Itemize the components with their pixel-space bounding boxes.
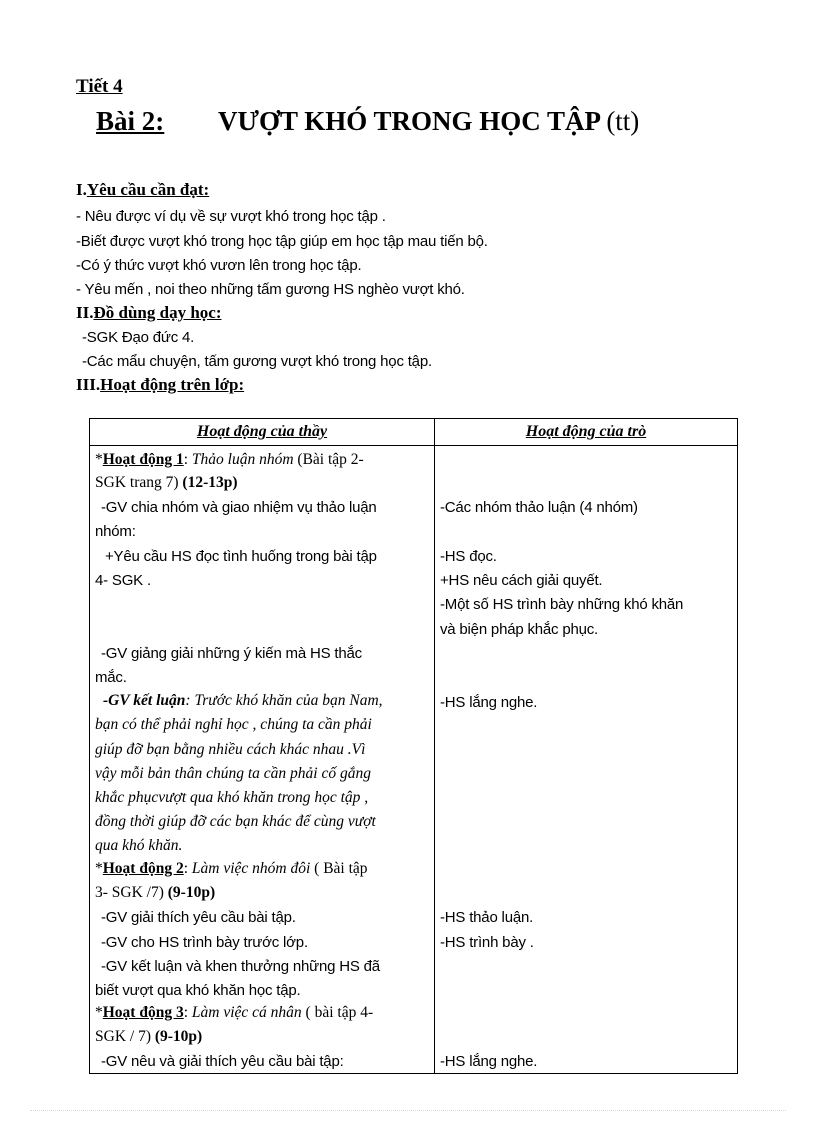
- teacher-step: -GV giải thích yêu cầu bài tập.: [101, 909, 296, 926]
- student-step: -HS lắng nghe.: [440, 694, 538, 711]
- student-step: -HS thảo luận.: [440, 909, 534, 926]
- student-step: -HS trình bày .: [440, 934, 534, 951]
- student-step: -HS đọc.: [440, 548, 497, 565]
- student-step: -Các nhóm thảo luận (4 nhóm): [440, 499, 638, 516]
- title-prefix: Bài 2:: [96, 106, 165, 136]
- activity-1-ref-cont: SGK trang 7): [95, 474, 179, 491]
- bullet-star: *: [95, 860, 103, 877]
- section-1-title: Yêu cầu cần đạt:: [86, 180, 210, 199]
- teacher-step: biết vượt qua khó khăn học tập.: [95, 982, 301, 999]
- colon: :: [183, 1004, 189, 1021]
- activity-1-name: Thảo luận nhóm: [191, 451, 294, 468]
- student-step: -HS lắng nghe.: [440, 1053, 538, 1070]
- student-step: -Một số HS trình bày những khó khăn: [440, 596, 684, 613]
- student-column-header: Hoạt động của trò: [435, 419, 738, 446]
- colon: :: [183, 451, 189, 468]
- activity-3-ref: ( bài tập 4-: [305, 1004, 374, 1021]
- activity-table: [89, 418, 738, 1074]
- student-step: +HS nêu cách giải quyết.: [440, 572, 603, 589]
- requirement-item: -Có ý thức vượt khó vươn lên trong học tập.: [76, 257, 362, 274]
- activity-2-name: Làm việc nhóm đôi: [191, 860, 311, 877]
- teacher-step: -GV chia nhóm và giao nhiệm vụ thảo luận: [101, 499, 377, 516]
- activity-1-ref: (Bài tập 2-: [297, 451, 364, 468]
- conclusion-line: khắc phụcvượt qua khó khăn trong học tập ,: [95, 789, 369, 806]
- teacher-activities-cell: [90, 446, 435, 1074]
- lesson-number: Tiết 4: [76, 76, 123, 97]
- section-2-prefix: II.: [76, 303, 94, 322]
- bullet-star: *: [95, 1004, 103, 1021]
- material-item: -Các mẩu chuyện, tấm gương vượt khó trong học tập.: [82, 353, 432, 370]
- requirement-item: -Biết được vượt khó trong học tập giúp em học tập mau tiến bộ.: [76, 233, 488, 250]
- activity-1-heading: [95, 451, 364, 469]
- section-3-prefix: III.: [76, 375, 101, 394]
- page-bottom-rule: [30, 1110, 786, 1111]
- activity-2-heading-cont: [95, 884, 215, 902]
- teacher-column-header: Hoạt động của thầy: [90, 419, 435, 446]
- teacher-step: nhóm:: [95, 523, 136, 540]
- section-3-title: Hoạt động trên lớp:: [100, 375, 245, 394]
- colon: :: [183, 860, 189, 877]
- student-step: và biện pháp khắc phục.: [440, 621, 599, 638]
- activity-2-label: Hoạt động 2: [102, 860, 184, 877]
- conclusion-label: -GV kết luận: [103, 692, 186, 709]
- activity-3-ref-cont: SGK / 7): [95, 1028, 151, 1045]
- table-row: [90, 446, 738, 1074]
- activity-2-heading: [95, 860, 368, 878]
- teacher-step: -GV kết luận và khen thưởng những HS đã: [101, 958, 380, 975]
- conclusion-text: : Trước khó khăn của bạn Nam,: [185, 692, 383, 709]
- requirement-item: - Nêu được ví dụ về sự vượt khó trong học tập .: [76, 208, 386, 225]
- requirement-item: - Yêu mến , noi theo những tấm gương HS nghèo vượt khó.: [76, 281, 465, 298]
- teacher-step: -GV cho HS trình bày trước lớp.: [101, 934, 308, 951]
- title-text: VƯỢT KHÓ TRONG HỌC TẬP: [218, 106, 600, 136]
- activity-2-time: (9-10p): [167, 884, 216, 901]
- teacher-step: -GV nêu và giải thích yêu cầu bài tập:: [101, 1053, 344, 1070]
- section-1-prefix: I.: [76, 180, 87, 199]
- student-activities-cell: [435, 446, 738, 1074]
- activity-3-heading: [95, 1004, 373, 1022]
- conclusion-line: bạn có thể phải nghỉ học , chúng ta cần phải: [95, 716, 372, 733]
- activity-3-heading-cont: [95, 1028, 202, 1046]
- teacher-step: -GV giảng giải những ý kiến mà HS thắc: [101, 645, 362, 662]
- activity-3-time: (9-10p): [154, 1028, 203, 1045]
- conclusion-line: đồng thời giúp đỡ các bạn khác để cùng vượt: [95, 813, 376, 830]
- lesson-title: [96, 106, 640, 137]
- activity-2-ref-cont: 3- SGK /7): [95, 884, 164, 901]
- teacher-step: 4- SGK .: [95, 572, 151, 589]
- activity-1-time: (12-13p): [182, 474, 238, 491]
- section-1-heading: [76, 180, 209, 200]
- teacher-step: mắc.: [95, 669, 127, 686]
- teacher-step: +Yêu cầu HS đọc tình huống trong bài tập: [105, 548, 377, 565]
- section-2-heading: [76, 303, 222, 323]
- activity-3-label: Hoạt động 3: [102, 1004, 184, 1021]
- title-text-wrap: [218, 106, 639, 137]
- activity-3-name: Làm việc cá nhân: [191, 1004, 302, 1021]
- activity-1-label: Hoạt động 1: [102, 451, 184, 468]
- table-header-row: [90, 419, 738, 446]
- activity-2-ref: ( Bài tập: [314, 860, 368, 877]
- material-item: -SGK Đạo đức 4.: [82, 329, 195, 346]
- conclusion-line: [103, 692, 383, 710]
- conclusion-line: giúp đỡ bạn bằng nhiều cách khác nhau .Vì: [95, 741, 366, 758]
- title-suffix: (tt): [606, 106, 640, 136]
- conclusion-line: vậy mỗi bản thân chúng ta cần phải cố gắng: [95, 765, 371, 782]
- conclusion-line: qua khó khăn.: [95, 837, 183, 854]
- section-3-heading: [76, 375, 244, 395]
- section-2-title: Đồ dùng dạy học:: [93, 303, 222, 322]
- bullet-star: *: [95, 451, 103, 468]
- activity-1-heading-cont: [95, 474, 238, 492]
